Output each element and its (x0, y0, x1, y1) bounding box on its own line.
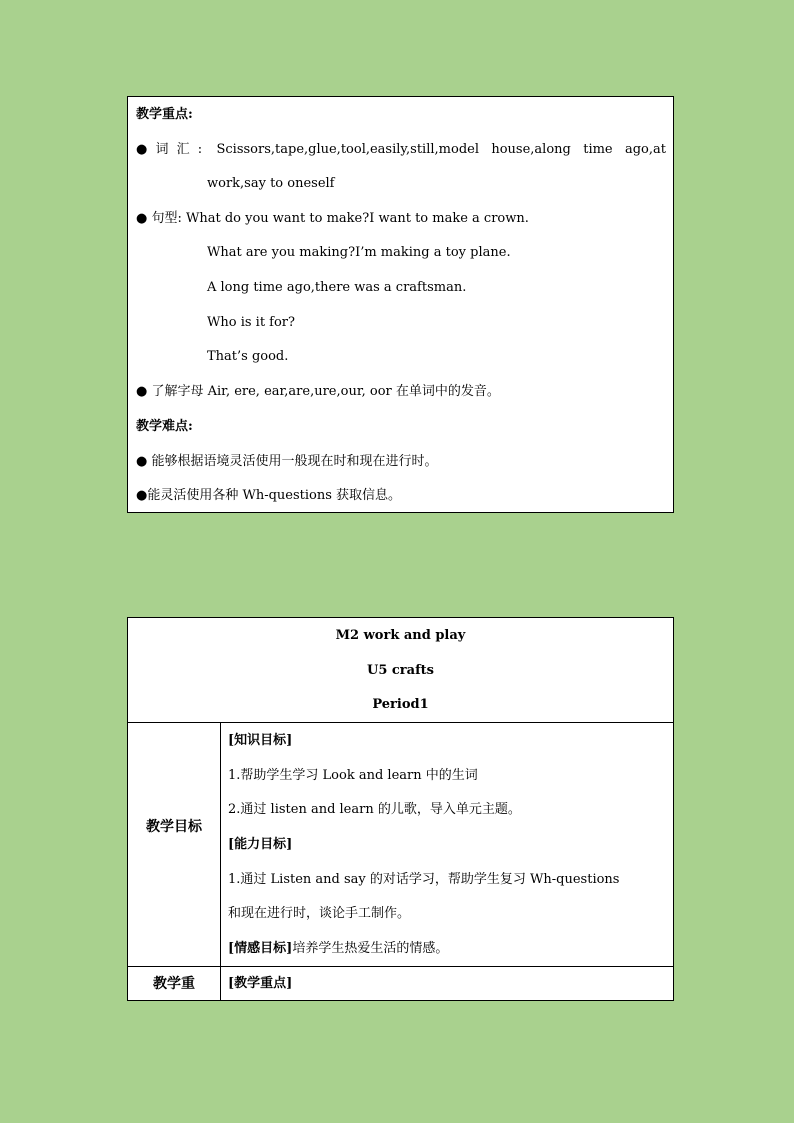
ability-goal-title: [能力目标] (228, 837, 293, 852)
module-title: M2 work and play (335, 628, 466, 643)
knowledge-goal-title: [知识目标] (228, 733, 293, 748)
sentence-row (136, 210, 529, 228)
unit-title: U5 crafts (366, 663, 434, 678)
key-points-table (127, 96, 674, 513)
ability-goal-1: 1.通过 Listen and say 的对话学习，帮助学生复习 Wh-questions (228, 872, 620, 887)
goal-label: 教学目标 (146, 819, 202, 835)
lesson-plan-table (127, 617, 674, 1001)
sentence-4: Who is it for? (207, 315, 295, 330)
period-title: Period1 (372, 697, 429, 712)
difficult-point-1: ● 能够根据语境灵活使用一般现在时和现在进行时。 (136, 454, 438, 469)
sentence-2: What are you making?I’m making a toy plane. (207, 245, 511, 260)
key-label: 教学重 (153, 976, 195, 992)
vocab-word-1: Scissors,tape,glue,tool,easily,still,model (216, 142, 479, 157)
key-points-heading: [教学重点] (228, 976, 293, 991)
emotion-goal-row (228, 940, 448, 958)
knowledge-goal-2: 2.通过 listen and learn 的儿歌，导入单元主题。 (228, 802, 521, 817)
sentence-label: ● 句型: (136, 211, 182, 226)
vocab-word-3: time (583, 142, 613, 157)
difficult-point-2: ●能灵活使用各种 Wh-questions 获取信息。 (136, 488, 402, 503)
ability-goal-2: 和现在进行时，谈论手工制作。 (228, 906, 411, 921)
phonics-line: ● 了解字母 Air, ere, ear,are,ure,our, oor 在单词中的发音。 (136, 384, 500, 399)
vocab-label: ● 词 汇 : (136, 142, 205, 157)
vocab-word-4: ago,at (624, 142, 666, 157)
header-divider (128, 722, 673, 723)
goal-divider (128, 966, 673, 967)
vocab-continuation: work,say to oneself (207, 176, 335, 191)
emotion-goal-title: [情感目标] (228, 941, 293, 956)
vocab-row (136, 141, 666, 159)
emotion-goal-text: 培养学生热爱生活的情感。 (292, 941, 449, 956)
sentence-1: What do you want to make?I want to make a crown. (186, 211, 529, 226)
sentence-3: A long time ago,there was a craftsman. (207, 280, 467, 295)
column-divider (220, 722, 221, 1001)
difficult-points-title: 教学难点: (136, 419, 193, 434)
vocab-word-2: house,along (491, 142, 571, 157)
key-points-title: 教学重点: (136, 107, 193, 122)
knowledge-goal-1: 1.帮助学生学习 Look and learn 中的生词 (228, 768, 478, 783)
sentence-5: That’s good. (207, 349, 289, 364)
